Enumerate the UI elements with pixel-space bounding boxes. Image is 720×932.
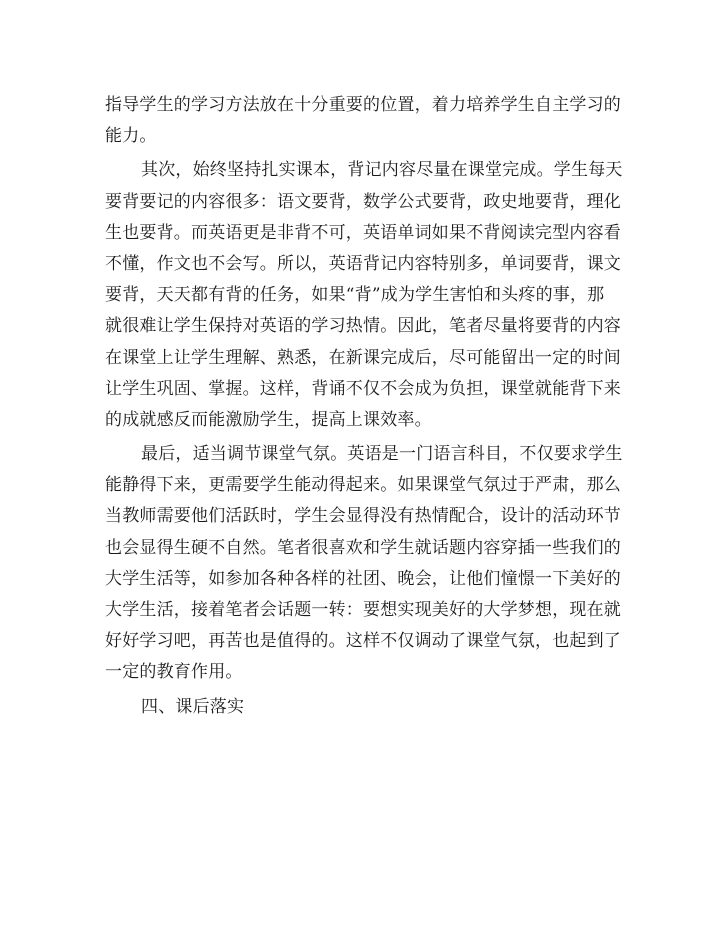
text-line: 能静得下来，更需要学生能动得起来。如果课堂气氛过于严肃，那么 — [105, 475, 621, 496]
text-line: 要背，天天都有背的任务，如果“背”成为学生害怕和头疼的事，那 — [105, 285, 605, 306]
text-line: 让学生巩固、掌握。这样，背诵不仅不会成为负担，课堂就能背下来 — [105, 378, 621, 399]
text-line: 的成就感反而能激励学生，提高上课效率。 — [105, 409, 432, 430]
text-line: 大学生活等，如参加各种各样的社团、晚会，让他们憧憬一下美好的 — [105, 568, 621, 589]
document-page — [105, 90, 623, 723]
text-line: 好好学习吧，再苦也是值得的。这样不仅调动了课堂气氛，也起到了 — [105, 631, 621, 652]
paragraph-1 — [105, 90, 621, 152]
text-line: 也会显得生硬不自然。笔者很喜欢和学生就话题内容穿插一些我们的 — [105, 537, 621, 558]
text-line: 在课堂上让学生理解、熟悉，在新课完成后，尽可能留出一定的时间 — [105, 347, 621, 368]
text-line: 指导学生的学习方法放在十分重要的位置，着力培养学生自主学习的 — [105, 95, 621, 115]
text-line: 最后，适当调节课堂气氛。英语是一门语言科目，不仅要求学生 — [141, 444, 623, 465]
text-line: 能力。 — [105, 126, 157, 147]
text-line: 大学生活，接着笔者会话题一转：要想实现美好的大学梦想，现在就 — [105, 600, 621, 620]
text-line: 其次，始终坚持扎实课本，背记内容尽量在课堂完成。学生每天 — [141, 160, 623, 181]
text-line: 就很难让学生保持对英语的学习热情。因此，笔者尽量将要背的内容 — [105, 316, 621, 337]
text-line: 一定的教育作用。 — [105, 662, 243, 683]
paragraph-2 — [105, 155, 623, 436]
section-heading: 四、课后落实 — [141, 696, 245, 717]
text-line: 当教师需要他们活跃时，学生会显得没有热情配合，设计的活动环节 — [105, 506, 621, 527]
paragraph-3 — [105, 439, 623, 689]
text-line: 生也要背。而英语更是非背不可，英语单词如果不背阅读完型内容看 — [105, 222, 621, 243]
text-line: 不懂，作文也不会写。所以，英语背记内容特别多，单词要背，课文 — [105, 253, 621, 274]
text-line: 要背要记的内容很多：语文要背，数学公式要背，政史地要背，理化 — [105, 191, 621, 212]
